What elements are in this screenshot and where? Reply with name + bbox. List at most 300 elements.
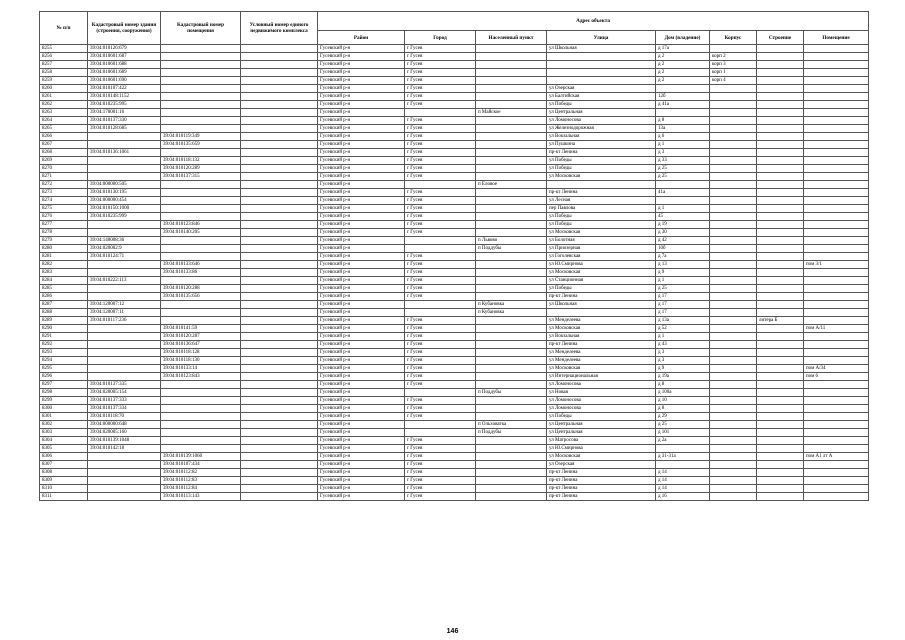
cell-street: ул Лесная [547, 197, 656, 205]
col-header-city: Город [405, 31, 476, 45]
cell-house: д 17 [656, 293, 710, 301]
cell-settlement: п Поддубы [476, 429, 547, 437]
cell-pomeshenie [804, 197, 869, 205]
cell-house: д 2 [656, 69, 710, 77]
cell-stroenie [757, 229, 804, 237]
cell-num: 8304 [40, 437, 88, 445]
cell-complex-number [241, 77, 318, 85]
cell-pomeshenie [804, 469, 869, 477]
cell-korpus [710, 437, 757, 445]
cell-city: г Гусев [405, 133, 476, 141]
property-register-table [39, 11, 869, 501]
cell-settlement [476, 141, 547, 149]
cell-house: д 14 [656, 477, 710, 485]
cell-city: г Гусев [405, 197, 476, 205]
cell-house [656, 109, 710, 117]
cell-korpus [710, 341, 757, 349]
cell-building-cadastral [88, 357, 161, 365]
cell-building-cadastral [88, 325, 161, 333]
cell-house: д 7а [656, 253, 710, 261]
cell-settlement [476, 397, 547, 405]
cell-pomeshenie [804, 381, 869, 389]
cell-pomeshenie [804, 125, 869, 133]
table-row [40, 181, 869, 189]
cell-settlement: п Кубановка [476, 309, 547, 317]
cell-house: 45 [656, 213, 710, 221]
cell-stroenie [757, 309, 804, 317]
cell-num: 8276 [40, 213, 88, 221]
cell-korpus [710, 277, 757, 285]
table-row [40, 365, 869, 373]
table-row [40, 133, 869, 141]
cell-city: г Гусев [405, 485, 476, 493]
cell-stroenie [757, 53, 804, 61]
cell-korpus [710, 373, 757, 381]
cell-settlement [476, 53, 547, 61]
cell-settlement [476, 149, 547, 157]
cell-complex-number [241, 101, 318, 109]
cell-num: 8267 [40, 141, 88, 149]
cell-street: ул Московская [547, 229, 656, 237]
cell-city: г Гусев [405, 493, 476, 501]
cell-district: Гусевский р-н [318, 285, 405, 293]
cell-city: г Гусев [405, 141, 476, 149]
cell-premise-cadastral: 39:04:010112:83 [161, 477, 241, 485]
cell-street: ул Московская [547, 173, 656, 181]
cell-pomeshenie [804, 93, 869, 101]
cell-num: 8259 [40, 77, 88, 85]
cell-pomeshenie [804, 149, 869, 157]
cell-premise-cadastral [161, 101, 241, 109]
cell-num: 8261 [40, 93, 88, 101]
cell-pomeshenie: пом А1 лт А [804, 453, 869, 461]
cell-house: д 30 [656, 229, 710, 237]
cell-street: ул Железнодорожная [547, 125, 656, 133]
cell-premise-cadastral [161, 61, 241, 69]
cell-district: Гусевский р-н [318, 117, 405, 125]
cell-building-cadastral: 39:04:010126:679 [88, 45, 161, 53]
table-row [40, 421, 869, 429]
table-row [40, 405, 869, 413]
cell-num: 8308 [40, 469, 88, 477]
cell-complex-number [241, 53, 318, 61]
cell-stroenie [757, 397, 804, 405]
cell-settlement [476, 317, 547, 325]
cell-building-cadastral [88, 493, 161, 501]
cell-complex-number [241, 157, 318, 165]
cell-premise-cadastral [161, 317, 241, 325]
cell-building-cadastral: 39:04:010601:687 [88, 53, 161, 61]
cell-premise-cadastral: 39:04:010120:288 [161, 285, 241, 293]
cell-city: г Гусев [405, 325, 476, 333]
table-row [40, 45, 869, 53]
cell-premise-cadastral [161, 149, 241, 157]
cell-premise-cadastral [161, 237, 241, 245]
cell-pomeshenie [804, 165, 869, 173]
cell-district: Гусевский р-н [318, 237, 405, 245]
cell-pomeshenie [804, 349, 869, 357]
cell-city: г Гусев [405, 293, 476, 301]
cell-num: 8299 [40, 397, 88, 405]
cell-complex-number [241, 253, 318, 261]
cell-korpus [710, 117, 757, 125]
table-row [40, 309, 869, 317]
cell-num: 8283 [40, 269, 88, 277]
cell-building-cadastral: 39:04:010137:334 [88, 405, 161, 413]
cell-pomeshenie [804, 333, 869, 341]
cell-num: 8278 [40, 229, 88, 237]
cell-korpus [710, 493, 757, 501]
cell-building-cadastral [88, 469, 161, 477]
cell-complex-number [241, 365, 318, 373]
cell-city: г Гусев [405, 461, 476, 469]
cell-complex-number [241, 261, 318, 269]
cell-city: г Гусев [405, 85, 476, 93]
table-row [40, 469, 869, 477]
table-row [40, 373, 869, 381]
cell-district: Гусевский р-н [318, 461, 405, 469]
cell-building-cadastral [88, 453, 161, 461]
cell-korpus [710, 397, 757, 405]
cell-house: д 29 [656, 413, 710, 421]
cell-street: ул Ломоносова [547, 117, 656, 125]
cell-building-cadastral: 39:04:140008:36 [88, 237, 161, 245]
cell-building-cadastral: 39:04:010117:236 [88, 317, 161, 325]
cell-stroenie [757, 69, 804, 77]
cell-pomeshenie [804, 357, 869, 365]
cell-pomeshenie [804, 85, 869, 93]
cell-num: 8281 [40, 253, 88, 261]
cell-premise-cadastral: 39:04:010137:315 [161, 173, 241, 181]
cell-building-cadastral: 39:04:010118:70 [88, 413, 161, 421]
cell-complex-number [241, 485, 318, 493]
cell-house [656, 445, 710, 453]
cell-district: Гусевский р-н [318, 405, 405, 413]
cell-num: 8284 [40, 277, 88, 285]
cell-korpus [710, 141, 757, 149]
col-header-pomeshenie: Помещение [804, 31, 869, 45]
cell-korpus [710, 237, 757, 245]
cell-city: г Гусев [405, 205, 476, 213]
cell-premise-cadastral: 39:04:010123:843 [161, 373, 241, 381]
cell-settlement: п Еловое [476, 181, 547, 189]
cell-korpus [710, 45, 757, 53]
cell-street: ул Школьная [547, 301, 656, 309]
cell-complex-number [241, 181, 318, 189]
cell-stroenie [757, 453, 804, 461]
cell-street: ул Школьная [547, 45, 656, 53]
cell-korpus: корп 4 [710, 77, 757, 85]
cell-house: д 42 [656, 237, 710, 245]
cell-complex-number [241, 477, 318, 485]
cell-settlement [476, 173, 547, 181]
cell-district: Гусевский р-н [318, 245, 405, 253]
cell-korpus [710, 381, 757, 389]
cell-stroenie [757, 221, 804, 229]
cell-premise-cadastral [161, 381, 241, 389]
cell-city: г Гусев [405, 445, 476, 453]
cell-num: 8310 [40, 485, 88, 493]
table-row [40, 325, 869, 333]
cell-num: 8270 [40, 165, 88, 173]
cell-premise-cadastral: 39:04:010135:659 [161, 141, 241, 149]
cell-korpus: корп 1 [710, 69, 757, 77]
cell-settlement [476, 493, 547, 501]
cell-num: 8258 [40, 69, 88, 77]
cell-district: Гусевский р-н [318, 157, 405, 165]
cell-num: 8277 [40, 221, 88, 229]
cell-complex-number [241, 301, 318, 309]
table-row [40, 429, 869, 437]
cell-stroenie [757, 381, 804, 389]
cell-street: ул Победы [547, 285, 656, 293]
table-row [40, 141, 869, 149]
cell-house: д 17а [656, 45, 710, 53]
cell-settlement [476, 157, 547, 165]
cell-korpus [710, 405, 757, 413]
cell-premise-cadastral: 39:04:010112:82 [161, 469, 241, 477]
cell-num: 8297 [40, 381, 88, 389]
col-header-street: Улица [547, 31, 656, 45]
cell-building-cadastral: 39:04:010150:1000 [88, 205, 161, 213]
cell-city: г Гусев [405, 477, 476, 485]
cell-house: д 3 [656, 357, 710, 365]
cell-city: г Гусев [405, 77, 476, 85]
cell-settlement: п Поддубы [476, 245, 547, 253]
cell-complex-number [241, 109, 318, 117]
cell-premise-cadastral [161, 413, 241, 421]
table-row [40, 269, 869, 277]
cell-korpus [710, 253, 757, 261]
cell-num: 8295 [40, 365, 88, 373]
cell-korpus [710, 109, 757, 117]
cell-house: д 33 [656, 157, 710, 165]
cell-stroenie [757, 357, 804, 365]
cell-house: д 13а [656, 317, 710, 325]
cell-num: 8298 [40, 389, 88, 397]
col-header-settlement: Населенный пункт [476, 31, 547, 45]
cell-building-cadastral: 39:04:000000:454 [88, 197, 161, 205]
cell-district: Гусевский р-н [318, 197, 405, 205]
cell-building-cadastral: 39:04:010136:1061 [88, 149, 161, 157]
cell-house: д 1 [656, 277, 710, 285]
table-row [40, 109, 869, 117]
cell-city: г Гусев [405, 381, 476, 389]
cell-city: г Гусев [405, 69, 476, 77]
cell-house: д 25 [656, 165, 710, 173]
cell-korpus [710, 365, 757, 373]
col-header-building-cadastral: Кадастровый номер здания (строения, сооружения) [88, 12, 161, 45]
cell-district: Гусевский р-н [318, 429, 405, 437]
cell-num: 8274 [40, 197, 88, 205]
cell-district: Гусевский р-н [318, 453, 405, 461]
cell-complex-number [241, 349, 318, 357]
cell-pomeshenie [804, 277, 869, 285]
cell-complex-number [241, 93, 318, 101]
cell-house: д 19 [656, 221, 710, 229]
cell-pomeshenie [804, 117, 869, 125]
cell-stroenie [757, 277, 804, 285]
cell-building-cadastral [88, 165, 161, 173]
cell-premise-cadastral: 39:04:010139:1060 [161, 453, 241, 461]
table-row [40, 69, 869, 77]
cell-complex-number [241, 197, 318, 205]
cell-street: ул Победы [547, 413, 656, 421]
table-row [40, 165, 869, 173]
cell-city [405, 301, 476, 309]
cell-num: 8275 [40, 205, 88, 213]
cell-building-cadastral: 39:04:120007:11 [88, 309, 161, 317]
cell-korpus [710, 469, 757, 477]
cell-settlement [476, 413, 547, 421]
cell-settlement [476, 485, 547, 493]
table-row [40, 77, 869, 85]
cell-premise-cadastral [161, 181, 241, 189]
cell-premise-cadastral [161, 397, 241, 405]
cell-settlement [476, 333, 547, 341]
cell-stroenie [757, 165, 804, 173]
table-row [40, 101, 869, 109]
cell-district: Гусевский р-н [318, 437, 405, 445]
cell-pomeshenie [804, 477, 869, 485]
cell-settlement: п Ольховатка [476, 421, 547, 429]
cell-building-cadastral: 39:04:010148:1152 [88, 93, 161, 101]
cell-complex-number [241, 493, 318, 501]
cell-korpus [710, 125, 757, 133]
cell-complex-number [241, 461, 318, 469]
cell-stroenie [757, 485, 804, 493]
cell-street: ул Центральная [547, 109, 656, 117]
table-row [40, 293, 869, 301]
cell-stroenie [757, 189, 804, 197]
cell-korpus [710, 93, 757, 101]
cell-settlement [476, 213, 547, 221]
cell-house [656, 85, 710, 93]
cell-pomeshenie [804, 253, 869, 261]
cell-num: 8301 [40, 413, 88, 421]
cell-num: 8286 [40, 293, 88, 301]
cell-building-cadastral: 39:04:010137:333 [88, 397, 161, 405]
cell-num: 8306 [40, 453, 88, 461]
cell-num: 8305 [40, 445, 88, 453]
cell-complex-number [241, 341, 318, 349]
cell-stroenie [757, 365, 804, 373]
cell-complex-number [241, 285, 318, 293]
cell-building-cadastral [88, 133, 161, 141]
cell-korpus [710, 333, 757, 341]
cell-complex-number [241, 45, 318, 53]
cell-complex-number [241, 117, 318, 125]
cell-premise-cadastral [161, 125, 241, 133]
cell-settlement [476, 277, 547, 285]
cell-city: г Гусев [405, 469, 476, 477]
col-header-num: № п/п [40, 12, 88, 45]
cell-city [405, 309, 476, 317]
cell-city: г Гусев [405, 101, 476, 109]
cell-korpus [710, 293, 757, 301]
cell-city [405, 429, 476, 437]
cell-district: Гусевский р-н [318, 141, 405, 149]
cell-building-cadastral: 39:04:010137:330 [88, 117, 161, 125]
cell-pomeshenie: пом А/34 [804, 365, 869, 373]
cell-street: ул Московская [547, 365, 656, 373]
cell-premise-cadastral [161, 309, 241, 317]
cell-city: г Гусев [405, 373, 476, 381]
cell-pomeshenie [804, 293, 869, 301]
cell-premise-cadastral: 39:04:010133:86 [161, 269, 241, 277]
cell-city: г Гусев [405, 453, 476, 461]
cell-settlement [476, 405, 547, 413]
cell-settlement [476, 93, 547, 101]
cell-street: ул Победы [547, 165, 656, 173]
cell-settlement: п Майское [476, 109, 547, 117]
cell-house: д 41а [656, 101, 710, 109]
cell-pomeshenie [804, 229, 869, 237]
cell-house: д 14 [656, 469, 710, 477]
cell-house: д 3 [656, 349, 710, 357]
cell-premise-cadastral: 39:04:010118:128 [161, 349, 241, 357]
cell-stroenie [757, 253, 804, 261]
cell-district: Гусевский р-н [318, 341, 405, 349]
cell-stroenie [757, 493, 804, 501]
cell-korpus [710, 461, 757, 469]
cell-num: 8289 [40, 317, 88, 325]
cell-korpus [710, 325, 757, 333]
table-row [40, 205, 869, 213]
cell-num: 8311 [40, 493, 88, 501]
cell-street [547, 61, 656, 69]
cell-korpus [710, 173, 757, 181]
cell-korpus [710, 229, 757, 237]
cell-street: ул Ю.Смирнова [547, 261, 656, 269]
cell-korpus: корп 3 [710, 61, 757, 69]
cell-pomeshenie [804, 485, 869, 493]
cell-district: Гусевский р-н [318, 45, 405, 53]
cell-complex-number [241, 141, 318, 149]
cell-street [547, 69, 656, 77]
cell-settlement [476, 253, 547, 261]
cell-complex-number [241, 317, 318, 325]
cell-street: ул Пушкина [547, 141, 656, 149]
cell-complex-number [241, 309, 318, 317]
cell-city: г Гусев [405, 149, 476, 157]
cell-pomeshenie [804, 437, 869, 445]
cell-premise-cadastral [161, 445, 241, 453]
cell-stroenie [757, 205, 804, 213]
cell-pomeshenie [804, 421, 869, 429]
cell-settlement [476, 381, 547, 389]
cell-korpus [710, 285, 757, 293]
table-row [40, 173, 869, 181]
cell-premise-cadastral [161, 189, 241, 197]
cell-settlement [476, 445, 547, 453]
cell-complex-number [241, 437, 318, 445]
cell-premise-cadastral [161, 77, 241, 85]
table-row [40, 493, 869, 501]
cell-korpus [710, 149, 757, 157]
cell-premise-cadastral: 39:04:010136:647 [161, 341, 241, 349]
cell-city [405, 237, 476, 245]
cell-korpus [710, 133, 757, 141]
cell-pomeshenie [804, 109, 869, 117]
col-header-premise-cadastral: Кадастровый номер помещения [161, 12, 241, 45]
cell-street: ул Ломоносова [547, 405, 656, 413]
cell-settlement [476, 189, 547, 197]
cell-city: г Гусев [405, 349, 476, 357]
cell-building-cadastral [88, 229, 161, 237]
cell-settlement [476, 125, 547, 133]
cell-building-cadastral: 39:04:010124:71 [88, 253, 161, 261]
